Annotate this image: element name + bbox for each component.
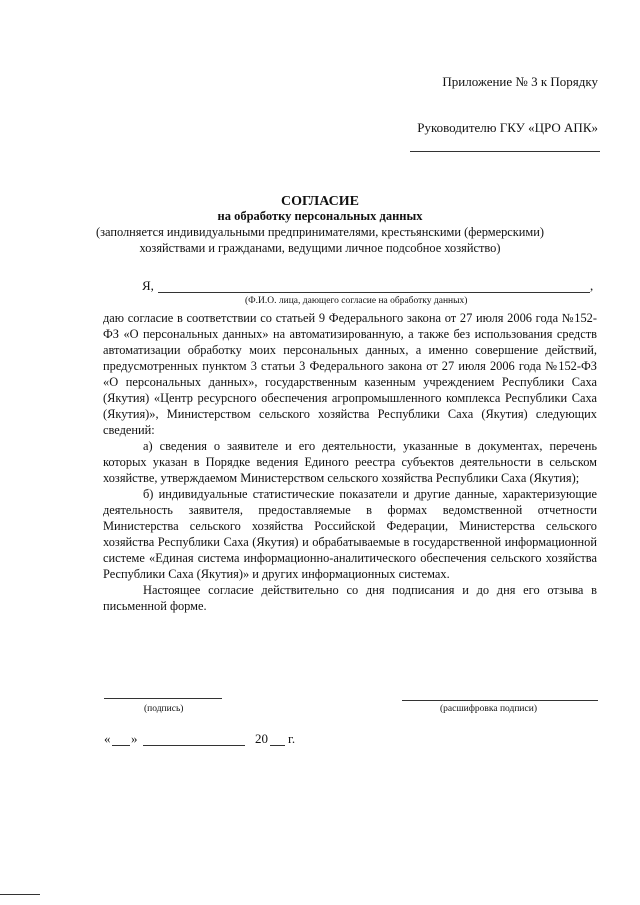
document-title: СОГЛАСИЕ <box>281 194 359 209</box>
fio-input-line[interactable] <box>158 292 590 293</box>
date-month-line[interactable] <box>143 745 245 746</box>
date-year-prefix: 20 <box>255 731 268 746</box>
appendix-label: Приложение № 3 к Порядку <box>442 74 598 89</box>
date-open-quote: « <box>104 731 111 746</box>
consent-body <box>103 310 597 614</box>
date-day-line[interactable] <box>112 745 130 746</box>
date-year-suffix: г. <box>288 731 296 746</box>
footnote-rule <box>0 894 40 895</box>
signature-line[interactable] <box>104 698 222 699</box>
signature-caption: (подпись) <box>144 704 184 714</box>
consent-item-a: а) сведения о заявителе и его деятельности, указанные в документах, перечень которых указан в Порядке ведения Единого реестра субъектов деятельности в сельском хозяйстве, утверждаемом Министерством сельского хозяйства Республики Саха (Якутия); <box>103 439 597 485</box>
signature-decode-caption: (расшифровка подписи) <box>440 704 537 714</box>
document-subtitle: на обработку персональных данных <box>217 209 423 223</box>
document-note-line1: (заполняется индивидуальными предпринимателями, крестьянскими (фермерскими) <box>95 225 545 239</box>
consent-item-b: б) индивидуальные статистические показатели и другие данные, характеризующие деятельность заявителя, предоставляемые в формах ведомственной отчетности Министерства сельского хозяйства Российской Федерации, Министерства сельского хозяйства Республики Саха (Якутия) и обрабатываемые в государственной информационной системе «Единая система информационно-аналитического обеспечения сельского хозяйства Республики Саха (Якутия)» и других информационных системах. <box>103 487 597 581</box>
consent-paragraph-main: даю согласие в соответствии со статьей 9 Федерального закона от 27 июля 2006 года №152-ФЗ «О персональных данных» на автоматизированную, а также без использования средств автоматизации обработку моих персональных данных, а именно совершение действий, предусмотренных пунктом 3 статьи 3 Федерального закона от 27 июля 2006 года №152-ФЗ «О персональных данных», государственным казенным учреждением Республики Саха (Якутия) «Центр ресурсного обеспечения агропромышленного комплекса Республики Саха (Якутия)», Министерством сельского хозяйства Республики Саха (Якутия) следующих сведений: <box>103 311 597 437</box>
addressee-label: Руководителю ГКУ «ЦРО АПК» <box>417 120 598 135</box>
date-year-line[interactable] <box>270 745 285 746</box>
signature-decode-line[interactable] <box>402 700 598 701</box>
fio-caption: (Ф.И.О. лица, дающего согласие на обработку данных) <box>245 296 468 306</box>
consent-validity: Настоящее согласие действительно со дня подписания и до дня его отзыва в письменной форме. <box>103 583 597 613</box>
addressee-name-line[interactable] <box>410 151 600 152</box>
fio-comma: , <box>590 278 594 293</box>
fio-prefix: Я, <box>142 278 154 293</box>
document-note-line2: хозяйствами и гражданами, ведущими личное подсобное хозяйство) <box>139 241 501 255</box>
date-close-quote: » <box>131 731 138 746</box>
